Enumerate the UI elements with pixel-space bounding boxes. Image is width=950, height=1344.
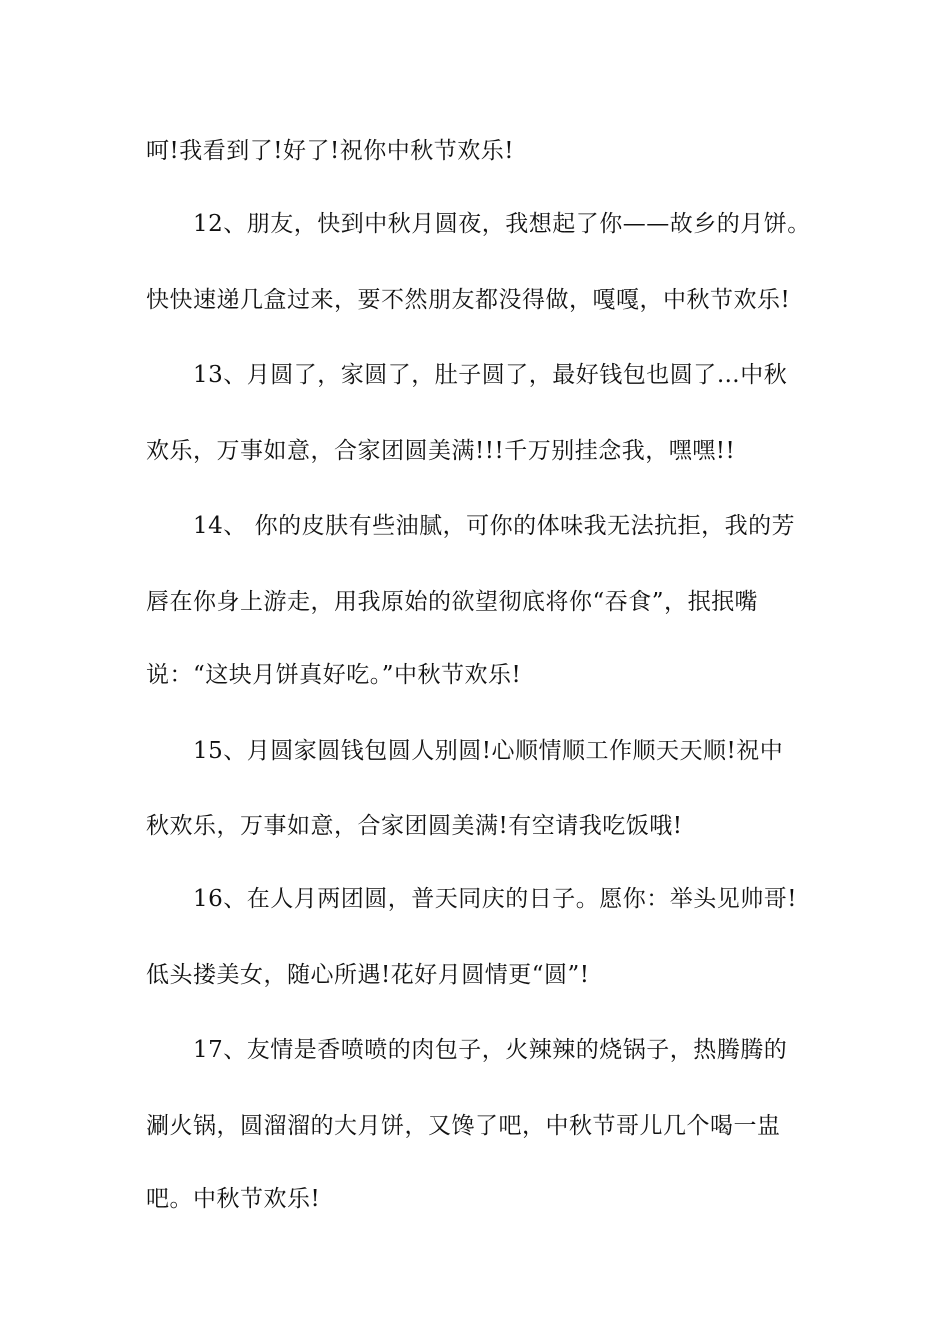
paragraph-12-start: 12、朋友，快到中秋月圆夜，我想起了你——故乡的月饼。 — [193, 211, 811, 237]
text-line: 呵!我看到了!好了!祝你中秋节欢乐! — [146, 138, 514, 164]
text-line: 涮火锅，圆溜溜的大月饼，又馋了吧，中秋节哥儿几个喝一盅 — [146, 1113, 781, 1139]
text-line: 唇在你身上游走，用我原始的欲望彻底将你“吞食”，抿抿嘴 — [146, 589, 759, 615]
text-line: 欢乐，万事如意，合家团圆美满!!!千万别挂念我，嘿嘿!! — [146, 438, 736, 464]
paragraph-13-start: 13、月圆了，家圆了，肚子圆了，最好钱包也圆了…中秋 — [193, 362, 788, 388]
paragraph-15-start: 15、月圆家圆钱包圆人别圆!心顺情顺工作顺天天顺!祝中 — [193, 738, 784, 764]
paragraph-14-start: 14、 你的皮肤有些油腻，可你的体味我无法抗拒，我的芳 — [193, 513, 796, 539]
paragraph-17-start: 17、友情是香喷喷的肉包子，火辣辣的烧锅子，热腾腾的 — [193, 1037, 788, 1063]
paragraph-16-start: 16、在人月两团圆，普天同庆的日子。愿你：举头见帅哥! — [193, 886, 798, 912]
text-line: 秋欢乐，万事如意，合家团圆美满!有空请我吃饭哦! — [146, 813, 683, 839]
text-line: 吧。中秋节欢乐! — [146, 1186, 321, 1212]
text-line: 说：“这块月饼真好吃。”中秋节欢乐! — [146, 662, 522, 688]
text-line: 低头搂美女，随心所遇!花好月圆情更“圆”! — [146, 962, 590, 988]
text-line: 快快速递几盒过来，要不然朋友都没得做，嘎嘎，中秋节欢乐! — [146, 287, 791, 313]
